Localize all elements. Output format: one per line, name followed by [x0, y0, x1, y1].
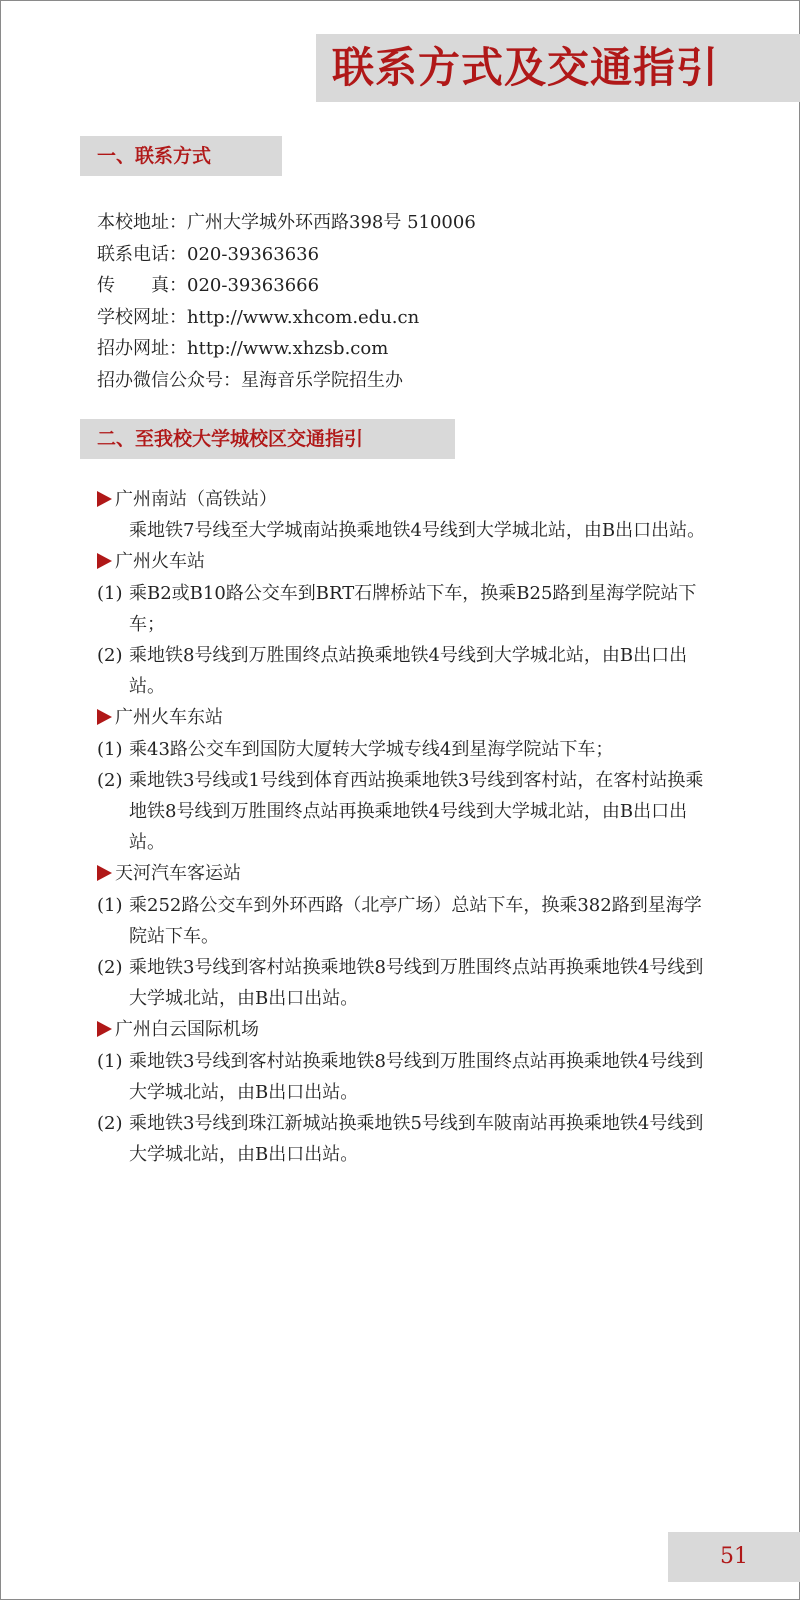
triangle-bullet-icon [97, 865, 112, 881]
route-line: (1) 乘B2或B10路公交车到BRT石牌桥站下车，换乘B25路到星海学院站下车； [97, 582, 697, 635]
place-heading: 天河汽车客运站 [97, 858, 717, 889]
triangle-bullet-icon [97, 709, 112, 725]
route-line: (1) 乘地铁3号线到客村站换乘地铁8号线到万胜围终点站再换乘地铁4号线到大学城北站，由B出口出站。 [97, 1050, 704, 1103]
contact-fax: 传 真：020-39363666 [97, 275, 320, 296]
triangle-bullet-icon [97, 491, 112, 507]
page-title: 联系方式及交通指引 [332, 43, 720, 92]
section1-title: 一、联系方式 [97, 145, 212, 167]
section2-title: 二、至我校大学城校区交通指引 [97, 428, 364, 450]
place-heading: 广州火车站 [97, 546, 717, 577]
route-line: (2) 乘地铁3号线到客村站换乘地铁8号线到万胜围终点站再换乘地铁4号线到大学城北站，由B出口出站。 [97, 957, 704, 1010]
traffic-guide [97, 484, 717, 1170]
route-line: (2) 乘地铁3号线到珠江新城站换乘地铁5号线到车陂南站再换乘地铁4号线到大学城北站，由B出口出站。 [97, 1113, 704, 1166]
contact-admission-website[interactable]: 招办网址：http://www.xhzsb.com [97, 338, 389, 359]
contact-address: 本校地址：广州大学城外环西路398号 510006 [97, 212, 476, 233]
contact-wechat: 招办微信公众号：星海音乐学院招生办 [97, 369, 403, 391]
route-line: (2) 乘地铁3号线或1号线到体育西站换乘地铁3号线到客村站，在客村站换乘地铁8号线到万胜围终点站再换乘地铁4号线到大学城北站，由B出口出站。 [97, 769, 704, 854]
contact-info [97, 207, 476, 396]
page-number: 51 [720, 1544, 748, 1569]
contact-school-website[interactable]: 学校网址：http://www.xhcom.edu.cn [97, 306, 420, 328]
contact-phone: 联系电话：020-39363636 [97, 243, 320, 265]
route-line: (1) 乘252路公交车到外环西路（北亭广场）总站下车，换乘382路到星海学院站下车。 [97, 894, 702, 947]
place-heading: 广州白云国际机场 [97, 1014, 717, 1045]
triangle-bullet-icon [97, 553, 112, 569]
route-line: (2) 乘地铁8号线到万胜围终点站换乘地铁4号线到大学城北站，由B出口出站。 [97, 645, 688, 698]
place-heading: 广州南站（高铁站） [97, 484, 717, 515]
place-heading: 广州火车东站 [97, 702, 717, 733]
route-line: (1) 乘43路公交车到国防大厦转大学城专线4到星海学院站下车； [97, 738, 614, 760]
route-line: 乘地铁7号线至大学城南站换乘地铁4号线到大学城北站，由B出口出站。 [129, 520, 706, 542]
triangle-bullet-icon [97, 1021, 112, 1037]
